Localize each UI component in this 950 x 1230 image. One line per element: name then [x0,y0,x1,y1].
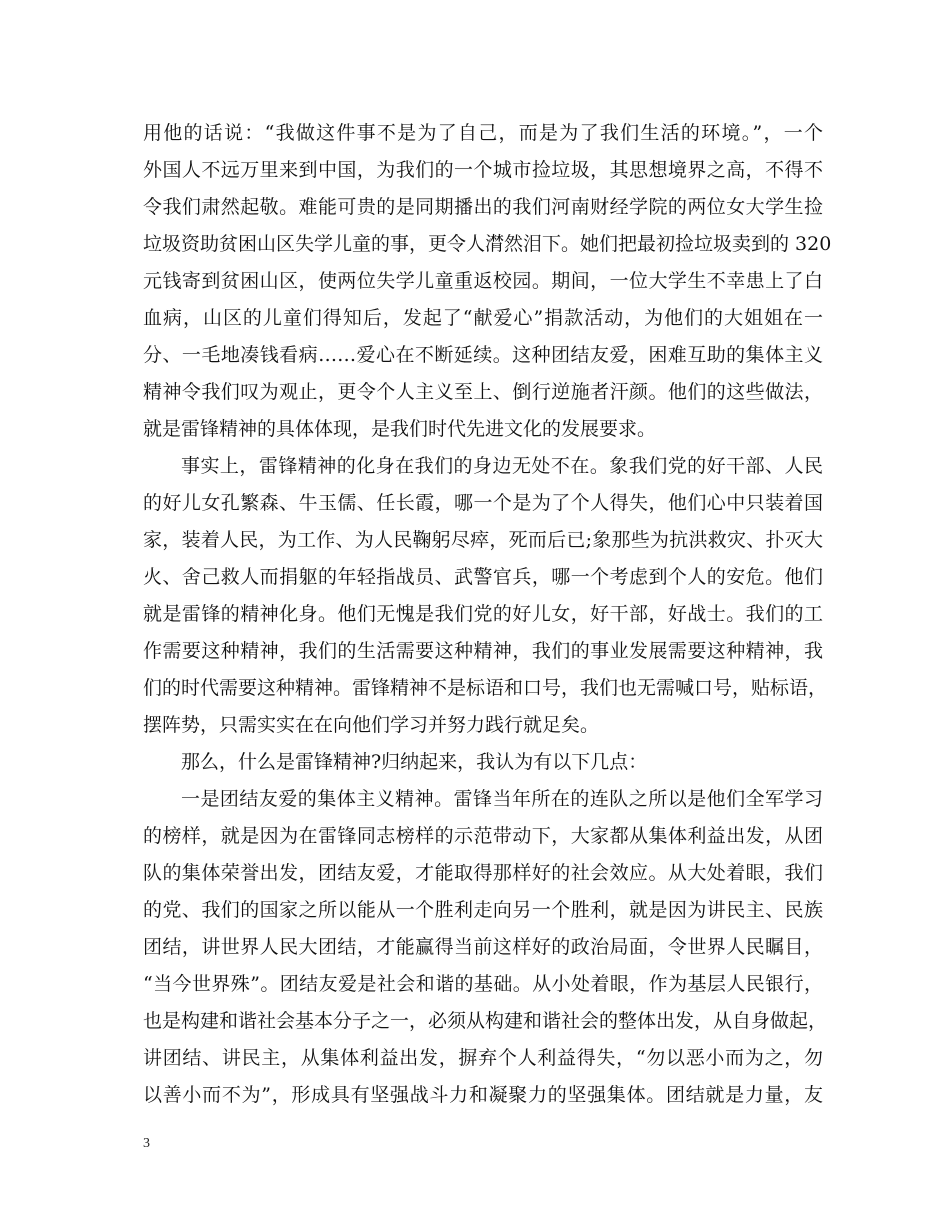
text-line: 血病，山区的儿童们得知后，发起了“献爱心”捐款活动，为他们的大姐姐在一 [143,307,823,329]
text-line: 也是构建和谐社会基本分子之一，必须从构建和谐社会的整体出发，从自身做起， [143,1010,828,1032]
text-line: 精神令我们叹为观止，更令个人主义至上、倒行逆施者汗颜。他们的这些做法， [143,381,823,403]
text-line: 讲团结、讲民主，从集体利益出发，摒弃个人利益得失，“勿以恶小而为之，勿 [143,1047,823,1069]
page-number: 3 [143,1136,150,1151]
text-line: 的榜样，就是因为在雷锋同志榜样的示范带动下，大家都从集体利益出发，从团 [143,825,823,847]
paragraph-first-line: 那么，什么是雷锋精神?归纳起来，我认为有以下几点： [181,751,648,773]
text-line: 家，装着人民，为工作、为人民鞠躬尽瘁，死而后已;象那些为抗洪救灾、扑灭大 [143,529,823,551]
text-line: 作需要这种精神，我们的生活需要这种精神，我们的事业发展需要这种精神，我 [143,640,823,662]
text-line: 分、一毛地凑钱看病……爱心在不断延续。这种团结友爱，困难互助的集体主义 [143,344,823,366]
text-line: 令我们肃然起敬。难能可贵的是同期播出的我们河南财经学院的两位女大学生捡 [143,196,823,218]
text-line: 就是雷锋精神的具体体现，是我们时代先进文化的发展要求。 [143,418,657,440]
text-line: 外国人不远万里来到中国，为我们的一个城市捡垃圾，其思想境界之高，不得不 [143,159,823,181]
text-line: 们的时代需要这种精神。雷锋精神不是标语和口号，我们也无需喊口号，贴标语， [143,677,828,699]
text-line: 火、舍己救人而捐躯的年轻指战员、武警官兵，哪一个考虑到个人的安危。他们 [143,566,823,588]
text-line: 的党、我们的国家之所以能从一个胜利走向另一个胜利，就是因为讲民主、民族 [143,899,823,921]
text-line: 以善小而不为”，形成具有坚强战斗力和凝聚力的坚强集体。团结就是力量，友 [143,1084,823,1106]
text-line: 队的集体荣誉出发，团结友爱，才能取得那样好的社会效应。从大处着眼，我们 [143,862,823,884]
paragraph-first-line: 事实上，雷锋精神的化身在我们的身边无处不在。象我们党的好干部、人民 [181,455,823,477]
text-line: 用他的话说：“我做这件事不是为了自己，而是为了我们生活的环境。”，一个 [143,122,823,144]
text-line: 团结，讲世界人民大团结，才能赢得当前这样好的政治局面，令世界人民瞩目， [143,936,823,958]
text-line: 元钱寄到贫困山区，使两位失学儿童重返校园。期间，一位大学生不幸患上了白 [143,270,823,292]
text-line: 垃圾资助贫困山区失学儿童的事，更令人潸然泪下。她们把最初捡垃圾卖到的 320 [143,233,832,255]
text-line: 就是雷锋的精神化身。他们无愧是我们党的好儿女，好干部，好战士。我们的工 [143,603,823,625]
text-line: “当今世界殊”。团结友爱是社会和谐的基础。从小处着眼，作为基层人民银行， [143,973,823,995]
paragraph-first-line: 一是团结友爱的集体主义精神。雷锋当年所在的连队之所以是他们全军学习 [181,788,823,810]
text-line: 摆阵势，只需实实在在向他们学习并努力践行就足矣。 [143,714,600,736]
text-line: 的好儿女孔繁森、牛玉儒、任长霞，哪一个是为了个人得失，他们心中只装着国 [143,492,823,514]
